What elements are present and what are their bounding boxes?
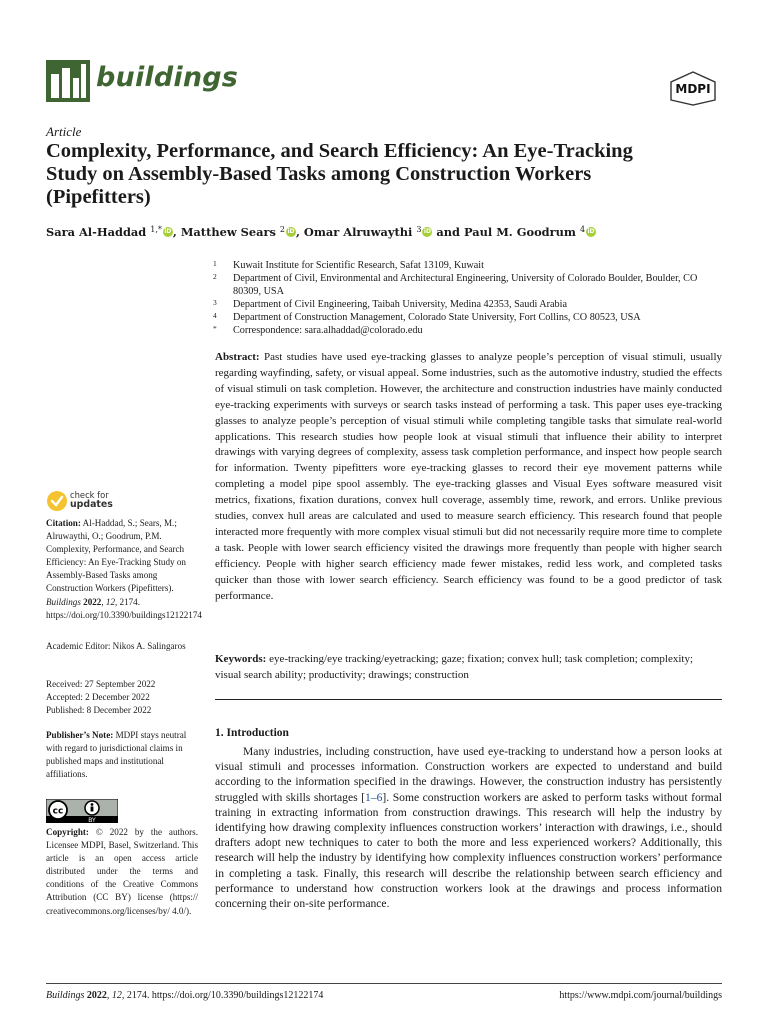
author-separator: , xyxy=(295,225,304,239)
citation-year: 2022 xyxy=(83,596,102,607)
check-updates-icon xyxy=(46,490,68,512)
author-name: Paul M. Goodrum xyxy=(463,225,576,239)
author-name: Sara Al-Haddad xyxy=(46,225,147,239)
orcid-icon[interactable] xyxy=(422,227,432,237)
footer-citation: Buildings 2022, 12, 2174. https://doi.org/10.3390/buildings12122174 xyxy=(46,990,324,1001)
author-name: Omar Alruwaythi xyxy=(303,225,413,239)
author-affil-marker: 3 xyxy=(416,225,422,234)
keywords-text: eye-tracking/eye tracking/eyetracking; gaze; fixation; convex hull; task completion; complexity; visual search ability; productivity; drawings; construction xyxy=(215,653,694,681)
abstract xyxy=(215,350,722,605)
affiliation-text: Department of Construction Management, Colorado State University, Fort Collins, CO 80523, USA xyxy=(233,312,641,323)
abstract-text: Past studies have used eye-tracking glasses to analyze people’s perception of visual stimuli, usually regarding wayfinding, safety, or visual appeal. Some industries, such as the automotive industry, studied the effects of visual stimuli on task completion. However, the architecture and construction industries have mainly conducted eye-tracking experiments with surveys or search tasks instead of performing a task. This paper uses eye-tracking glasses to analyze people’s perception of visual stimuli while completing tangible tasks that simulate real-world applications. This research studies how people look at visual stimuli that influence their ability to interpret drawings with varying degrees of complexity, assess task completion performance, and inspect how people search for information. Twenty pipefitters wore eye-tracking glasses to record their eye movement patterns while completing a model pipe spool assembly. The eye-tracking glasses and Visual Eyes software measured visit metrics, fixations, fixation durations, convex hull coverage, assembly time, rework, and errors. Unlike previous studies, convex hull areas are calculated and used to measure search efficiency. This research found that people interacted more frequently with more complex visual stimuli but did not necessarily require more time to complete a task. People with lower search efficiency visited the drawings more frequently than people with higher search efficiency. People with higher search efficiency made fewer mistakes, redid less work, and completed tasks quicker than those with lower search efficiency. Search efficiency was found to be a good predictor of task performance. xyxy=(215,351,723,602)
affiliation-number: * xyxy=(213,324,217,333)
orcid-icon[interactable] xyxy=(586,227,596,237)
footer-journal-url[interactable]: https://www.mdpi.com/journal/buildings xyxy=(559,990,722,1001)
affiliation-number: 3 xyxy=(213,298,217,307)
cc-by-label: BY xyxy=(88,817,96,823)
citation-volume: 12 xyxy=(105,596,115,607)
academic-editor: Academic Editor: Nikos A. Salingaros xyxy=(46,641,186,651)
published-date: Published: 8 December 2022 xyxy=(46,705,152,716)
copyright-label: Copyright: xyxy=(46,827,89,837)
article-type: Article xyxy=(46,124,82,139)
orcid-icon[interactable] xyxy=(286,227,296,237)
mdpi-logo-icon xyxy=(667,70,719,106)
cc-by-license-icon[interactable] xyxy=(46,799,118,823)
citation-journal: Buildings xyxy=(46,596,81,607)
dates-block xyxy=(46,678,198,717)
affiliation-list xyxy=(213,259,723,337)
journal-name: buildings xyxy=(96,62,239,93)
citation-doi[interactable]: , 2174. https://doi.org/10.3390/buildings12122174 xyxy=(46,596,202,620)
author-separator: , xyxy=(172,225,181,239)
footer-doi[interactable]: , 2174. https://doi.org/10.3390/buildings12122174 xyxy=(121,990,324,1001)
affiliation-number: 1 xyxy=(213,259,217,268)
footer-journal: Buildings xyxy=(46,990,85,1001)
reference-link[interactable]: 1–6 xyxy=(365,790,383,804)
affiliation-text: Department of Civil Engineering, Taibah University, Medina 42353, Saudi Arabia xyxy=(233,299,567,310)
affiliation-item xyxy=(213,259,723,272)
buildings-logo-icon xyxy=(46,60,90,102)
author-affil-marker: 1,* xyxy=(150,225,162,234)
note-label: Publisher’s Note: xyxy=(46,730,114,740)
author-list xyxy=(46,225,596,239)
orcid-icon[interactable] xyxy=(163,227,173,237)
author-affil-marker: 4 xyxy=(579,225,586,234)
affiliation-number: 4 xyxy=(213,311,217,320)
citation-block: Citation: Al-Haddad, S.; Sears, M.; Alruwaythi, O.; Goodrum, P.M. Complexity, Performance, and Search Efficiency: An Eye-Tracking Study on Assembly-Based Tasks among Construction Workers (Pipefitters). Buildings 2022, 12, 2174. https://doi.org/10.3390/buildings12122174 xyxy=(46,518,202,620)
introduction-paragraph xyxy=(215,744,722,911)
check-updates-text: check for xyxy=(70,490,109,500)
author-affil-marker: 2 xyxy=(279,225,285,234)
note-text: MDPI stays neutral with regard to jurisdictional claims in published maps and institutional affiliations. xyxy=(46,730,187,780)
affiliation-item xyxy=(213,272,723,298)
section-divider xyxy=(215,699,722,700)
footer-volume: 12 xyxy=(111,990,122,1001)
svg-text:cc: cc xyxy=(52,806,64,817)
citation-text: Al-Haddad, S.; Sears, M.; Alruwaythi, O.; Goodrum, P.M. Complexity, Performance, and Search Efficiency: An Eye-Tracking Study on Assembly-Based Tasks among Construction Workers (Pipefitters). xyxy=(46,518,186,594)
affiliation-number: 2 xyxy=(213,272,217,281)
copyright-block xyxy=(46,826,198,918)
accepted-date: Accepted: 2 December 2022 xyxy=(46,692,150,703)
keywords-label: Keywords: xyxy=(215,653,267,665)
affiliation-item xyxy=(213,311,723,324)
copyright-text: © 2022 by the authors. Licensee MDPI, Basel, Switzerland. This article is an open access article distributed under the terms and conditions of the Creative Commons Attribution (CC BY) license (https:// creativecommons.org/licenses/by/ 4.0/). xyxy=(46,827,198,916)
intro-text: ]. Some construction workers are asked to perform tasks without formal training in extracting information from construction drawings. This research will help the industry by identifying how drawing complexity influences construction workers’ interaction with drawings, i.e., should drafters adopt new techniques to cater to both the more and less experienced workers? Additionally, this research will help the industry by identifying how complexity influences construction workers’ performance in completing a task. Finally, this research will describe the relationship between search efficiency and performance to understand how construction workers look at the drawings and process information concerning their on-site performance. xyxy=(215,790,722,911)
abstract-label: Abstract: xyxy=(215,351,260,363)
correspondence xyxy=(213,324,723,337)
check-for-updates-button[interactable] xyxy=(46,488,136,516)
author-separator: and xyxy=(432,225,464,239)
article-title: Complexity, Performance, and Search Efficiency: An Eye-Tracking Study on Assembly-Based Tasks among Construction Workers (Pipefitters) xyxy=(46,140,633,208)
affiliation-text: Kuwait Institute for Scientific Research, Safat 13109, Kuwait xyxy=(233,260,484,271)
citation-label: Citation: xyxy=(46,518,81,528)
check-updates-text: updates xyxy=(70,499,113,510)
publishers-note xyxy=(46,729,198,781)
received-date: Received: 27 September 2022 xyxy=(46,679,156,689)
author-name: Matthew Sears xyxy=(180,225,276,239)
section-heading: 1. Introduction xyxy=(215,727,289,739)
intro-text: Many industries, including construction, have used eye-tracking to understand how a person looks at visual stimuli and processes information. Construction workers are expected to understand and build according to the information specified in the drawings. However, the construction industry has persistently struggled with skills shortages [ xyxy=(215,745,722,804)
affiliation-item xyxy=(213,298,723,311)
correspondence-text[interactable]: Correspondence: sara.alhaddad@colorado.edu xyxy=(233,325,423,336)
affiliation-text: Department of Civil, Environmental and Architectural Engineering, University of Colorado Boulder, Boulder, CO 80309, USA xyxy=(233,273,698,297)
publisher-name: MDPI xyxy=(675,82,711,96)
footer-year: 2022 xyxy=(86,990,107,1001)
footer-divider xyxy=(46,983,722,984)
keywords xyxy=(215,652,722,684)
